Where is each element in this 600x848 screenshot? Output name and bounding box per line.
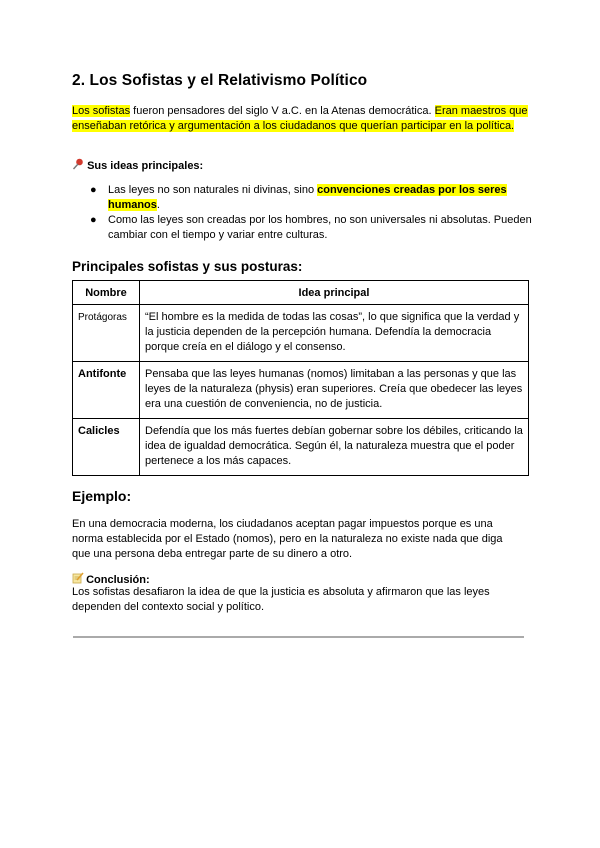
header-idea: Idea principal [140, 281, 529, 305]
intro-text: fueron pensadores del siglo V a.C. en la Atenas democrática. [130, 105, 435, 117]
conclusion-title-text: Conclusión: [86, 574, 150, 586]
conclusion-paragraph: Los sofistas desafiaron la idea de que la justicia es absoluta y afirmaron que las leyes dependen del contexto social y político. [72, 586, 490, 613]
idea-end: . [156, 199, 160, 211]
idea-highlight: convenciones creadas por los seres humanos [108, 184, 507, 211]
intro-paragraph [72, 104, 532, 134]
header-name: Nombre [73, 281, 140, 305]
bullet: ● [90, 214, 97, 226]
list-item [72, 213, 532, 243]
idea-text: Las leyes no son naturales ni divinas, sino [108, 184, 318, 196]
sophist-idea: Defendía que los más fuertes debían gobernar sobre los débiles, criticando la idea de igualdad democrática. Según él, la naturaleza muestra que el poder pertenece a los más capaces. [140, 419, 529, 476]
example-paragraph: En una democracia moderna, los ciudadanos aceptan pagar impuestos porque es una norma establecida por el Estado (nomos), pero en la naturaleza no existe nada que diga que una persona deba entregar parte de su dinero a otro. [72, 518, 503, 560]
ideas-title-text: Sus ideas principales: [87, 160, 204, 172]
example-title: Ejemplo: [72, 488, 132, 504]
sophist-idea: Pensaba que las leyes humanas (nomos) limitaban a las personas y que las leyes de la naturaleza (physis) eran superiores. Creía que obedecer las leyes era una cuestión de conveniencia, no de justicia. [140, 362, 529, 419]
idea-text: Como las leyes son creadas por los hombres, no son universales ni absolutas. Pueden cambiar con el tiempo y variar entre culturas. [108, 214, 532, 241]
sophist-name: Antifonte [73, 362, 140, 419]
sophist-name: Calicles [73, 419, 140, 476]
list-item [72, 183, 532, 213]
table-row [73, 362, 529, 419]
bullet: ● [90, 184, 97, 196]
horizontal-rule [73, 636, 524, 638]
pushpin-icon [72, 160, 87, 172]
sophist-idea: “El hombre es la medida de todas las cosas”, lo que significa que la verdad y la justicia dependen de la percepción humana. Defendía la democracia porque creía en el diálogo y el consenso. [140, 305, 529, 362]
conclusion-title [72, 572, 150, 586]
ideas-title [72, 158, 203, 172]
table-title: Principales sofistas y sus posturas: [72, 259, 303, 274]
table-row [73, 305, 529, 362]
table-row [73, 419, 529, 476]
sophist-name: Protágoras [73, 305, 140, 362]
ideas-list [72, 183, 532, 243]
intro-highlight-2: Eran maestros que enseñaban retórica y argumentación a los ciudadanos que querían participar en la política. [72, 105, 528, 132]
intro-highlight-1: Los sofistas [72, 105, 131, 117]
memo-icon [72, 572, 83, 583]
sophists-table [72, 280, 529, 476]
section-heading: 2. Los Sofistas y el Relativismo Político [72, 72, 368, 89]
table-header-row [73, 281, 529, 305]
